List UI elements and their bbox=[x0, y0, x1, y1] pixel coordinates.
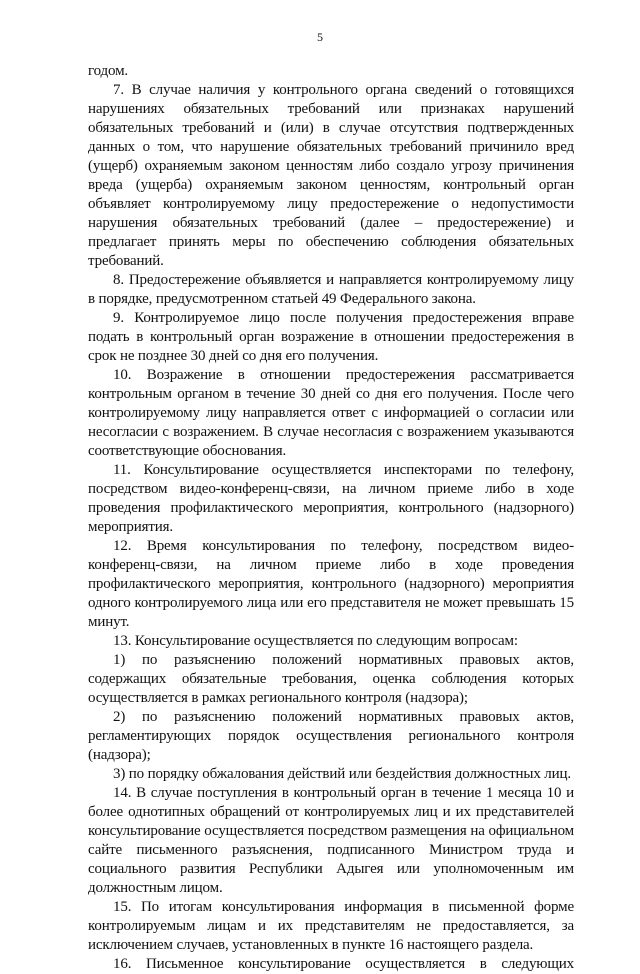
paragraph-12: 12. Время консультирования по телефону, посредством видео-конференц-связи, на личном приеме либо в ходе проведения профилактического мероприятия, контрольного (надзорного) мероприятия одного контролируемого лица или его представителя не может превышать 15 минут. bbox=[88, 538, 574, 630]
paragraph-7: 7. В случае наличия у контрольного органа сведений о готовящихся нарушениях обязательных требований или признаках нарушений обязательных требований и (или) в случае отсутствия подтвержденных данных о том, что нарушение обязательных требований причинило вред (ущерб) охраняемым законом ценностям либо создало угрозу причинения вреда (ущерба) охраняемым законом ценностям, контрольный орган объявляет контролируемому лицу предостережение о недопустимости нарушения обязательных требований (далее – предостережение) и предлагает принять меры по обеспечению соблюдения обязательных требований. bbox=[88, 82, 574, 269]
paragraph-9: 9. Контролируемое лицо после получения предостережения вправе подать в контрольный орган возражение в отношении предостережения в срок не позднее 30 дней со дня его получения. bbox=[88, 310, 574, 364]
paragraph-10: 10. Возражение в отношении предостережения рассматривается контрольным органом в течение 30 дней со дня его получения. После чего контролируемому лицу направляется ответ с информацией о согласии или несогласии с возражением. В случае несогласия с возражением указываются соответствующие обоснования. bbox=[88, 367, 574, 459]
paragraph-15: 15. По итогам консультирования информация в письменной форме контролируемым лицам и их представителям не предоставляется, за исключением случаев, установленных в пункте 16 настоящего раздела. bbox=[88, 899, 574, 953]
document-body bbox=[88, 62, 574, 974]
paragraph-13: 13. Консультирование осуществляется по следующим вопросам: bbox=[113, 633, 518, 649]
paragraph-8: 8. Предостережение объявляется и направляется контролируемому лицу в порядке, предусмотренном статьей 49 Федерального закона. bbox=[88, 272, 574, 307]
paragraph-continuation: годом. bbox=[88, 63, 129, 79]
paragraph-16: 16. Письменное консультирование осуществляется в следующих bbox=[113, 956, 574, 972]
page-number: 5 bbox=[317, 30, 323, 44]
list-item-13-2: 2) по разъяснению положений нормативных правовых актов, регламентирующих порядок осуществления регионального контроля (надзора); bbox=[88, 709, 574, 763]
list-item-13-3: 3) по порядку обжалования действий или бездействия должностных лиц. bbox=[113, 766, 571, 782]
paragraph-14: 14. В случае поступления в контрольный орган в течение 1 месяца 10 и более однотипных обращений от контролируемых лиц и их представителей консультирование осуществляется посредством размещения на официальном сайте письменного разъяснения, подписанного Министром труда и социального развития Республики Адыгея или уполномоченным им должностным лицом. bbox=[88, 785, 574, 896]
paragraph-11: 11. Консультирование осуществляется инспекторами по телефону, посредством видео-конференц-связи, на личном приеме либо в ходе проведения профилактического мероприятия, контрольного (надзорного) мероприятия. bbox=[88, 462, 574, 535]
list-item-13-1: 1) по разъяснению положений нормативных правовых актов, содержащих обязательные требования, оценка соблюдения которых осуществляется в рамках регионального контроля (надзора); bbox=[88, 652, 574, 706]
